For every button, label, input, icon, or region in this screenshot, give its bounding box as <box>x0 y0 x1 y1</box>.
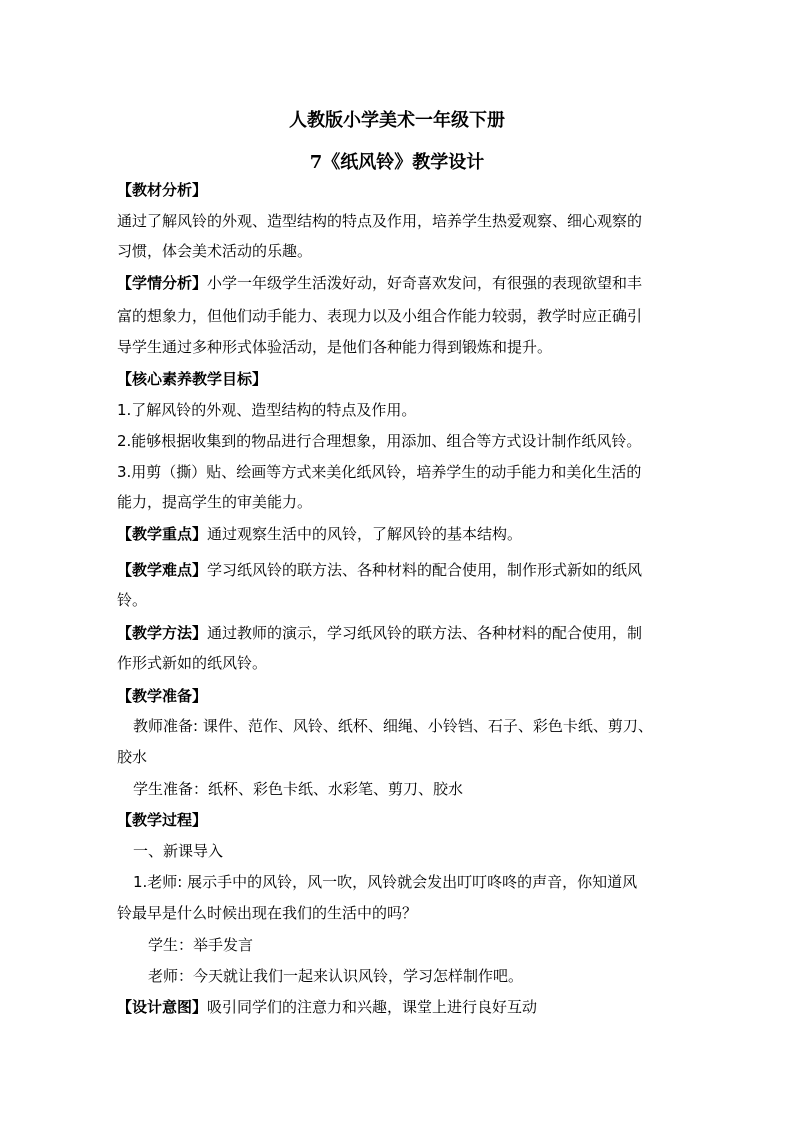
paragraph-text: 通过教师的演示，学习纸风铃的联方法、各种材料的配合使用，制 <box>207 624 643 642</box>
section-heading-design-intent: 【设计意图】 <box>117 998 208 1016</box>
paragraph-text: 小学一年级学生活泼好动，好奇喜欢发问，有很强的表现欲望和丰 <box>207 274 643 292</box>
section-heading-preparation: 【教学准备】 <box>117 687 208 705</box>
paragraph-text: 吸引同学们的注意力和兴趣，课堂上进行良好互动 <box>207 998 538 1016</box>
document-title: 人教版小学美术一年级下册 <box>289 110 505 131</box>
paragraph-line: 作形式新如的纸风铃。 <box>117 654 268 672</box>
design-intent-line <box>117 997 537 1017</box>
paragraph-line: 老师：今天就让我们一起来认识风铃，学习怎样制作吧。 <box>148 967 524 985</box>
list-item: 1.了解风铃的外观、造型结构的特点及作用。 <box>117 401 417 419</box>
section-heading-process: 【教学过程】 <box>117 811 208 829</box>
paragraph-text: 通过观察生活中的风铃，了解风铃的基本结构。 <box>207 525 523 543</box>
section-heading-method: 【教学方法】 <box>117 624 208 642</box>
paragraph-line: 习惯，体会美术活动的乐趣。 <box>117 242 313 260</box>
paragraph-line: 教师准备: 课件、范作、风铃、纸杯、细绳、小铃铛、石子、彩色卡纸、剪刀、 <box>133 717 653 735</box>
section-heading-learner-analysis: 【学情分析】 <box>117 274 208 292</box>
learner-analysis-line <box>117 273 642 293</box>
paragraph-line: 铃最早是什么时候出现在我们的生活中的吗？ <box>117 904 418 922</box>
key-points-line <box>117 524 522 544</box>
section-heading-difficulty: 【教学难点】 <box>117 561 208 579</box>
paragraph-line: 富的想象力，但他们动手能力、表现力以及小组合作能力较弱，教学时应正确引 <box>117 307 643 325</box>
list-item: 2.能够根据收集到的物品进行合理想象，用添加、组合等方式设计制作纸风铃。 <box>117 432 642 450</box>
paragraph-line: 导学生通过多种形式体验活动，是他们各种能力得到锻炼和提升。 <box>117 338 553 356</box>
paragraph-line: 通过了解风铃的外观、造型结构的特点及作用，培养学生热爱观察、细心观察的 <box>117 212 643 230</box>
paragraph-line: 学生准备：纸杯、彩色卡纸、水彩笔、剪刀、胶水 <box>133 780 464 798</box>
paragraph-text: 学习纸风铃的联方法、各种材料的配合使用，制作形式新如的纸风 <box>207 561 643 579</box>
subsection-heading: 一、新课导入 <box>133 842 224 860</box>
list-item: 3.用剪（撕）贴、绘画等方式来美化纸风铃，培养学生的动手能力和美化生活的 <box>117 463 642 481</box>
section-heading-key-points: 【教学重点】 <box>117 525 208 543</box>
paragraph-line: 1.老师: 展示手中的风铃，风一吹，风铃就会发出叮叮咚咚的声音，你知道风 <box>133 873 638 891</box>
difficulty-line <box>117 560 642 580</box>
lesson-title: 7《纸风铃》教学设计 <box>309 152 485 173</box>
section-heading-textbook-analysis: 【教材分析】 <box>117 181 208 199</box>
paragraph-line: 能力，提高学生的审美能力。 <box>117 493 313 511</box>
method-line <box>117 623 642 643</box>
paragraph-line: 胶水 <box>117 748 148 766</box>
paragraph-line: 学生：举手发言 <box>148 936 254 954</box>
paragraph-line: 铃。 <box>117 591 148 609</box>
section-heading-core-goals: 【核心素养教学目标】 <box>117 370 268 388</box>
